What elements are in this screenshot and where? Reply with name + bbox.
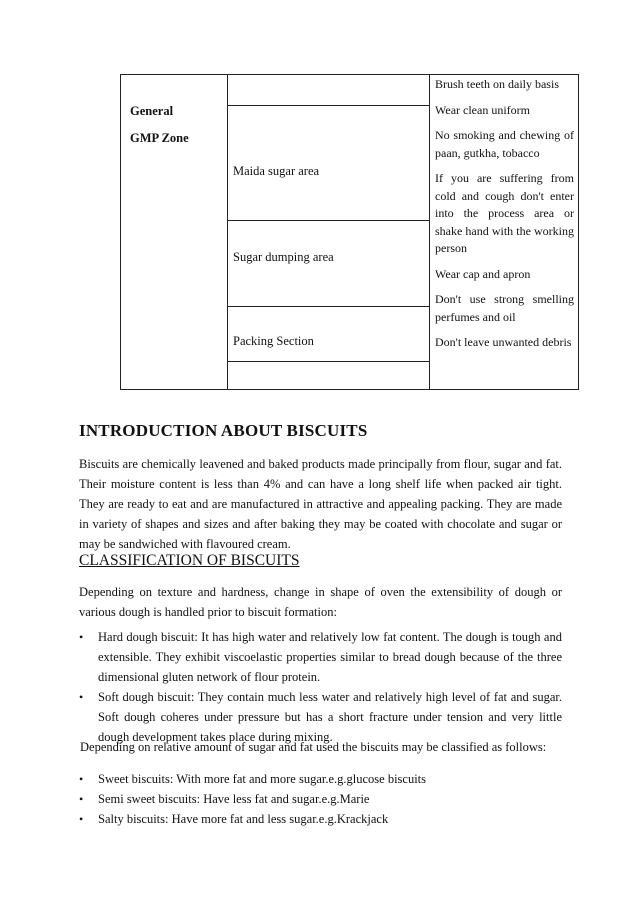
sugar-fat-paragraph: Depending on relative amount of sugar and fat used the biscuits may be classified as follows: [80, 740, 547, 754]
sugar-type-list [79, 769, 562, 829]
classification-intro [79, 582, 562, 622]
bullet-icon: • [79, 812, 84, 826]
rule-item: No smoking and chewing of paan, gutkha, tobacco [435, 128, 574, 160]
list-item [79, 769, 562, 789]
list-item [79, 809, 562, 829]
gmp-zone-table [120, 74, 579, 390]
list-item-text: Hard dough biscuit: It has high water and relatively low fat content. The dough is tough and extensible. They exhibit viscoelastic properties similar to bread dough because of the three dimensional gluten network of flour protein. [98, 630, 562, 684]
zone-label-general: General [130, 104, 174, 118]
rule-item: Brush teeth on daily basis [435, 77, 559, 91]
list-item-text: Soft dough biscuit: They contain much less water and relatively high level of fat and sugar. Soft dough coheres under pressure but has a short fracture under tension and very little dough development takes place during mixing. [98, 690, 562, 744]
zone-label-gmp: GMP Zone [130, 131, 189, 145]
bullet-icon: • [79, 630, 84, 644]
area-maida-sugar: Maida sugar area [233, 164, 320, 178]
classification-heading: CLASSIFICATION OF BISCUITS [79, 552, 300, 569]
gmp-rules-list [435, 76, 574, 360]
rule-item: Don't use strong smelling perfumes and oil [435, 292, 574, 324]
classification-section [79, 552, 562, 570]
column-divider [429, 74, 430, 390]
intro-section [79, 421, 562, 441]
rule-item: Wear cap and apron [435, 266, 531, 281]
row-divider [227, 306, 429, 307]
rule-item: Wear clean uniform [435, 102, 530, 117]
bullet-icon: • [79, 792, 84, 806]
column-divider [227, 74, 228, 390]
area-sugar-dumping: Sugar dumping area [233, 250, 334, 264]
row-divider [227, 220, 429, 221]
list-item-text: Semi sweet biscuits: Have less fat and sugar.e.g.Marie [98, 792, 370, 806]
classification-paragraph: Depending on texture and hardness, change in shape of oven the extensibility of dough or various dough is handled prior to biscuit formation: [79, 585, 562, 619]
rule-item: Don't leave unwanted debris [435, 335, 572, 349]
row-divider [227, 105, 429, 106]
intro-paragraph: Biscuits are chemically leavened and baked products made principally from flour, sugar and fat. Their moisture content is less than 4% and can have a long shelf life when packed air tight. They are ready to eat and are manufactured in attractive and appealing packing. They are made in variety of shapes and sizes and after baking they may be coated with chocolate and sugar or may be sandwiched with flavoured cream. [79, 457, 562, 551]
intro-heading: INTRODUCTION ABOUT BISCUITS [79, 421, 368, 440]
list-item-text: Sweet biscuits: With more fat and more sugar.e.g.glucose biscuits [98, 772, 427, 786]
row-divider [227, 361, 429, 362]
area-packing-section: Packing Section [233, 334, 314, 348]
sugar-type-list-wrap [79, 769, 562, 829]
bullet-icon: • [79, 772, 84, 786]
dough-type-list [79, 627, 562, 747]
list-item [79, 789, 562, 809]
intro-body [79, 454, 562, 554]
bullet-icon: • [79, 690, 84, 704]
dough-type-list-wrap [79, 627, 562, 747]
sugar-fat-intro [80, 737, 563, 757]
list-item-text: Salty biscuits: Have more fat and less sugar.e.g.Krackjack [98, 812, 389, 826]
rule-item: If you are suffering from cold and cough don't enter into the process area or shake hand with the working person [435, 171, 574, 255]
list-item [79, 627, 562, 687]
